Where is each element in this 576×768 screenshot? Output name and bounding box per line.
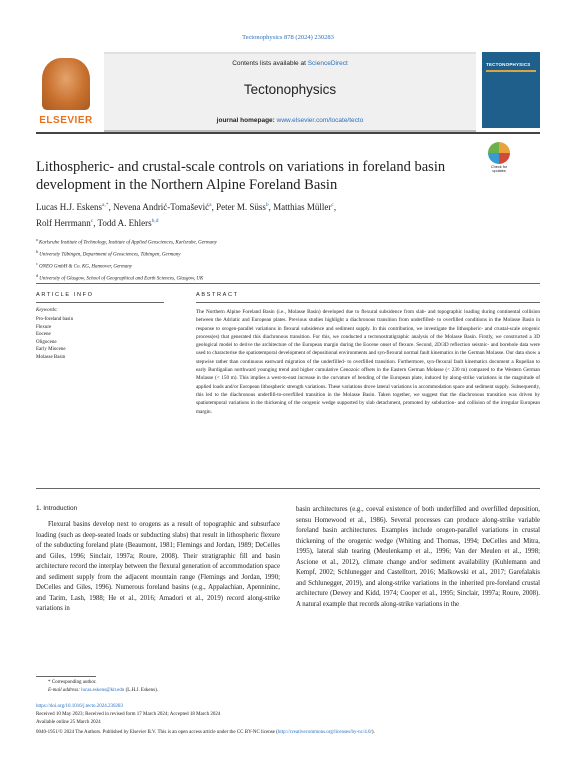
author-name[interactable]: Nevena Andrić-Tomašević (113, 202, 210, 212)
article-info-rule (36, 302, 164, 303)
homepage-link[interactable]: www.elsevier.com/locate/tecto (276, 117, 364, 124)
license-prefix: 0040-1951/© 2024 The Authors. Published by Elsevier B.V. This is an open access article under the CC BY-NC license ( (36, 730, 278, 735)
homepage-line (104, 117, 476, 124)
affiliation-key: b (36, 249, 38, 255)
author-affiliation-marker[interactable]: a,* (102, 202, 109, 208)
keyword: Molasse Basin (36, 354, 66, 360)
footnote-rule (36, 676, 96, 677)
article-info-heading: ARTICLE INFO (36, 292, 94, 298)
body-paragraph: basin architectures (e.g., coeval existence of both underfilled and overfilled deposition, sensu Homewood et al., 1986). Several processes can produce along-strike variable foreland basin architectures. Examples include orogen-parallel variations in crustal thickening of the orogenic wedge (Whiting and Thomas, 1994; DeCelles and Mitra, 1995), lateral slab tearing (Meulenkamp et al., 1996; Van der Meulen et al., 1998; Ascione et al., 2012), climate change and/or sediment availability (Kuhlemann and Kempf, 2002; Schlunegger and Castelltort, 2016; Malkowski et al., 2017; Garefalakis and Schlunegger, 2019), and along-strike variations in the inherited pre-foreland crustal architecture (Dewey and Kidd, 1974; Cooper et al., 1995; Sinclair, 1997a; Roure, 2008). A natural example that records along-strike variations in the (296, 506, 540, 608)
email-note (48, 688, 158, 693)
affiliation-text: University of Glasgow, School of Geographical and Earth Sciences, Glasgow, UK (39, 277, 204, 283)
abstract-rule (196, 302, 540, 303)
affiliation-key: c (36, 261, 38, 267)
email-label: E-mail address: (48, 688, 82, 693)
keyword: Early Miocene (36, 347, 66, 352)
affiliation (36, 248, 436, 260)
body-paragraph: Flexural basins develop next to orogens as a result of topographic and subsurface loading (such as deep-seated loads or subducting slabs) that result in lithospheric flexure of the subducting foreland plate (Beaumont, 1981; Flemings and Jordan, 1989; DeCelles and Giles, 1996; Sinclair, 1997a; Roure, 2008). Their stratigraphic fill and basin architecture record the interplay between the flexural generation of accommodation space and sediment supply from the adjacent mountain range (Flemings and Jordan, 1990; DeCelles and Giles, 1996). Numerous foreland basins (e.g., Appalachian, Apennininc, and Tarim, Lash, 1988; He et al., 2016; Amadori et al., 2019) record along-strike variations in (36, 521, 280, 612)
affiliation-key: a (36, 237, 38, 242)
author-affiliation-marker[interactable]: b,d (151, 218, 159, 224)
author-list: Lucas H.J. Eskens$^{a,*}$, Nevena Andrić-Tomašević$^a$, Peter M. Süss$^b$, Matthias Müller$^c$, Rolf Herrmann$^c$, Todd A. Ehlers$^{b,d}$ (36, 202, 337, 228)
publisher-name: ELSEVIER (39, 115, 93, 126)
license-suffix: ). (371, 730, 375, 735)
author-name[interactable]: Matthias Müller (273, 202, 332, 212)
author-affiliation-marker[interactable]: c (90, 218, 94, 224)
section-heading: 1. Introduction (36, 505, 78, 512)
check-updates-label: Check for updates (490, 165, 508, 174)
abstract-divider (36, 488, 540, 489)
affiliation-text: University Tübingen, Department of Geosciences, Tübingen, Germany (39, 252, 181, 258)
keyword: Eocene (36, 332, 51, 337)
keyword: Pro-foreland basin (36, 317, 74, 322)
available-online-date: Available online 25 March 2024 (36, 720, 101, 725)
corresponding-author-note: * Corresponding author. (48, 680, 97, 685)
elsevier-logo[interactable] (36, 58, 96, 126)
check-for-updates-button[interactable] (484, 142, 514, 176)
license-statement (36, 729, 540, 737)
abstract-text: The Northern Alpine Foreland Basin (i.e., Molasse Basin) developed due to flexural subsidence from slab- and topographic loading during continental collision between the Adriatic and European plates. Previous studies highlight a diachronous transition from underfilled- to overfilled conditions in the Molasse Basin in response to orogen-parallel variations in flexural subsidence and sediment supply. In this contribution, we investigate the lithospheric- and crustal-scale orogenic process(es) that generated this diachronous transition. For this, we conducted a tectonostratigraphic analysis of the Molasse Basin. Firstly, we constructed a 3D geological model to derive the architecture of the European margin during the Eocene onset of flexure. Second, 2D/3D reflection seismic- and borehole data were used to characterise the spatiotemporal development of depositional environments and syn-flexural normal fault kinematics in the German Molasse. Our data show a stepwise rather than continuous eastward migration of the underfilled- to overfilled transition. Furthermore, syn-flexural fault kinematics document a Rupelian to early Burdigalian northward younging trend and higher cumulative Cenozoic offsets in the Eastern German Molasse (< 230 m) compared to the Western German Molasse (< 150 m). This implies a west-to-east increase in the curvature of bending of the European plate, induced by along-strike variations in the magnitude of applied loads and/or European lithospheric strength variations. These variations drove lateral variations in accommodation space and sediment supply. Subsequently, this led to the diachronous underfill-to-overfilled transition in the Molasse Basin. Taken together, we suggest that the diachronous transition was driven by spatiotemporal variations in the thickening of the orogenic wedge supported by slab detachment, promoted by subduction- and collision of the irregular European margin. (196, 309, 540, 415)
contents-line (104, 60, 476, 67)
author-affiliation-marker[interactable]: c (331, 202, 334, 208)
author-name[interactable]: Peter M. Süss (216, 202, 266, 212)
cover-title: TECTONOPHYSICS (486, 62, 531, 67)
keyword-list (36, 316, 73, 361)
email-link[interactable]: lucas.eskens@kit.edu (81, 688, 125, 693)
author-name[interactable]: Rolf Herrmann (36, 218, 91, 228)
contents-text: Contents lists available at (232, 60, 308, 67)
journal-cover-image[interactable] (482, 52, 540, 128)
author-affiliation-marker[interactable]: b (265, 202, 269, 208)
affiliation-text: ONEO GmbH & Co. KG, Hannover, Germany (39, 264, 132, 270)
abstract-heading: ABSTRACT (196, 292, 239, 298)
keyword: Oligocene (36, 339, 57, 345)
affiliation-key: d (36, 273, 38, 279)
received-dates: Received 10 May 2023; Received in revised form 17 March 2024; Accepted 18 March 2024 (36, 712, 221, 717)
journal-title: Tectonophysics (243, 82, 337, 97)
homepage-label: journal homepage: (216, 117, 277, 124)
journal-banner (104, 52, 476, 132)
journal-header (36, 52, 540, 128)
info-divider (36, 283, 540, 284)
affiliation-text: Karlsruhe Institute of Technology, Institute of Applied Geosciences, Karlsruhe, Germany (39, 240, 217, 246)
header-divider (36, 132, 540, 134)
author-name[interactable]: Todd A. Ehlers (97, 218, 152, 228)
license-link[interactable]: http://creativecommons.org/licenses/by-nc/4.0/ (277, 730, 372, 735)
sciencedirect-link[interactable]: ScienceDirect (307, 60, 348, 67)
author-affiliation-marker[interactable]: a (209, 202, 212, 208)
keyword: Flexure (36, 324, 52, 330)
affiliation (36, 236, 436, 248)
article-title: Lithospheric- and crustal-scale controls on variations in foreland basin development in the Northern Alpine Foreland Basin (36, 159, 446, 193)
affiliation-list (36, 236, 436, 285)
check-updates-icon (488, 142, 510, 164)
email-suffix: (L.H.J. Eskens). (124, 688, 158, 693)
elsevier-tree-icon (42, 58, 90, 110)
doi-link[interactable]: https://doi.org/10.1016/j.tecto.2024.230283 (36, 704, 123, 709)
cover-band (486, 70, 536, 72)
journal-reference[interactable]: Tectonophysics 878 (2024) 230283 (242, 34, 334, 41)
keywords-label: Keywords: (36, 308, 58, 313)
affiliation (36, 260, 436, 272)
author-name[interactable]: Lucas H.J. Eskens (36, 202, 102, 212)
